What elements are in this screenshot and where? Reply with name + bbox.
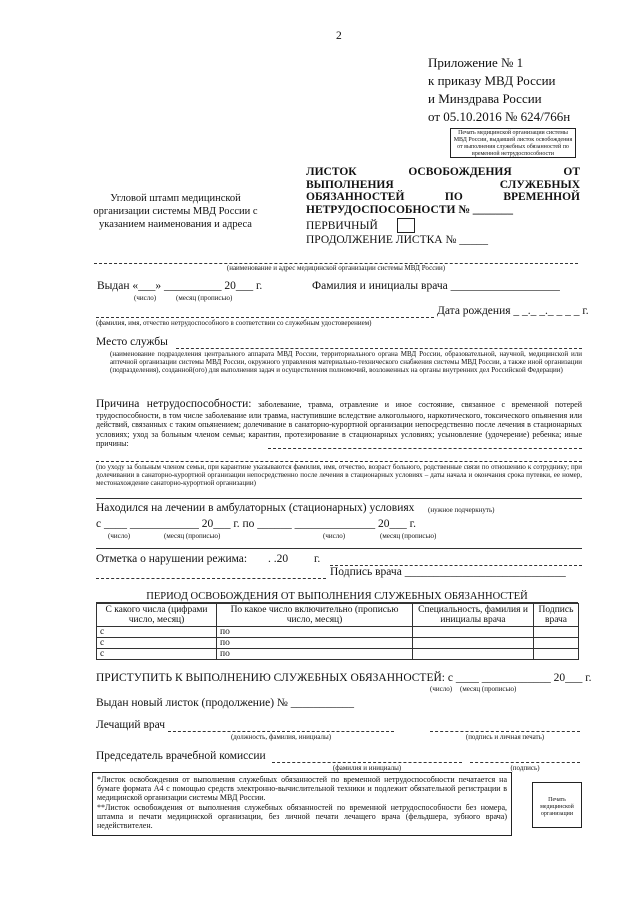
primary-label: ПЕРВИЧНЫЙ	[306, 220, 378, 232]
doctor-cell[interactable]	[413, 638, 534, 649]
table-row	[97, 649, 579, 660]
separator-line	[96, 548, 582, 549]
treatment-month-caption-1: (месяц (прописью)	[164, 532, 221, 540]
signature-cell[interactable]	[534, 627, 579, 638]
signature-cell[interactable]	[534, 638, 579, 649]
signature-cell[interactable]	[534, 649, 579, 660]
table-row	[97, 638, 579, 649]
chair-name-line[interactable]	[272, 762, 462, 763]
footnote-2: **Листок освобождения от выполнения служебных обязанностей по временной нетрудоспособности без номера, штампа и печати медицинской организации, без личной печати лечащего врача (фельдшера, зубного врача) недействителен.	[97, 802, 507, 830]
title-line-3: ОБЯЗАННОСТЕЙ ПО ВРЕМЕННОЙ	[306, 191, 580, 203]
workplace-line[interactable]	[176, 348, 582, 349]
new-sheet-label: Выдан новый листок (продолжение) № ___________	[96, 697, 355, 709]
appendix-header	[428, 54, 570, 126]
table-row	[97, 627, 579, 638]
violation-year-suffix: г.	[314, 553, 321, 565]
period-table-wrap	[96, 591, 578, 660]
treatment-day-caption-1: (число)	[108, 532, 131, 540]
header-to: По какое число включительно (прописью число, месяц)	[217, 604, 413, 627]
chair-name-caption: (фамилия и инициалы)	[332, 764, 402, 772]
resume-month-caption: (месяц (прописью)	[460, 685, 517, 693]
doctor-cell[interactable]	[413, 649, 534, 660]
footnotes-box	[92, 772, 512, 836]
footnote-1: *Листок освобождения от выполнения служебных обязанностей по временной нетрудоспособности печатается на бумаге формата А4 с помощью средств электронно-вычислительной техники и подлежит обязательной регистрации в медицинской организации системы МВД России.	[97, 775, 507, 803]
treatment-label: Находился на лечении в амбулаторных (стационарных) условиях	[96, 502, 415, 514]
separator-line	[96, 498, 582, 499]
birth-date-label: Дата рождения _ _._ _._ _ _ _ г.	[437, 305, 589, 317]
commission-chair-label: Председатель врачебной комиссии	[96, 750, 266, 762]
violation-line-2[interactable]	[96, 578, 326, 579]
continuation-label: ПРОДОЛЖЕНИЕ ЛИСТКА № _____	[306, 234, 489, 246]
period-table-title: ПЕРИОД ОСВОБОЖДЕНИЯ ОТ ВЫПОЛНЕНИЯ СЛУЖЕБНЫХ ОБЯЗАННОСТЕЙ	[96, 591, 578, 603]
appendix-line-1: Приложение № 1	[428, 55, 524, 70]
from-cell[interactable]: с	[97, 627, 217, 638]
doctor-name-line[interactable]	[168, 731, 394, 732]
title-line-1: ЛИСТОК ОСВОБОЖДЕНИЯ ОТ	[306, 166, 580, 178]
underline-note: (нужное подчеркнуть)	[428, 506, 495, 514]
issued-month-caption: (месяц (прописью)	[176, 294, 233, 302]
workplace-caption: (наименование подразделения центрального аппарата МВД России, территориального органа МВД России, образовательной, научной, медицинской или аптечной организации системы МВД России, окружного управления материально-технического снабжения системы МВД России, а также иной организации (подразделения), созданной(ого) для выполнения задач и осуществления полномочий, возложенных на органы внутренних дел Российской Федерации)	[110, 350, 582, 375]
workplace-label: Место службы	[96, 336, 168, 348]
print-note-box	[450, 128, 576, 158]
doctor-name-caption: (должность, фамилия, инициалы)	[230, 733, 332, 741]
header-doctor: Специальность, фамилия и инициалы врача	[413, 604, 534, 627]
appendix-line-2: к приказу МВД России	[428, 73, 556, 88]
treatment-day-caption-2: (число)	[323, 532, 346, 540]
doctor-sign-caption: (подпись и личная печать)	[465, 733, 545, 741]
patient-caption: (фамилия, имя, отчество нетрудоспособного в соответствии со служебным удостоверением)	[96, 319, 372, 327]
print-note-text: Печать медицинской организации системы МВД России, выдавшей листок освобождения от выполнения служебных обязанностей по временной нетрудоспособности	[453, 130, 573, 157]
doctor-signature-label: Подпись врача ____________________________	[330, 566, 566, 578]
attending-doctor-label: Лечащий врач	[96, 719, 166, 731]
issued-date-label: Выдан «___» __________ 20___ г.	[97, 280, 263, 292]
title-line-2: ВЫПОЛНЕНИЯ СЛУЖЕБНЫХ	[306, 178, 580, 191]
doctor-name-label: Фамилия и инициалы врача ___________________	[312, 280, 560, 292]
corner-stamp-label: Угловой штамп медицинской организации системы МВД России с указанием наименования и адреса	[93, 193, 258, 230]
chair-sign-caption: (подпись)	[510, 764, 540, 772]
patient-name-line[interactable]	[96, 317, 434, 318]
cause-note: (по уходу за больным членом семьи, при карантине указываются фамилия, имя, отчество, возраст больного, родственные связи по отношению к сотруднику; при долечивании в санаторно-курортной организации непосредственно после лечения в стационарных условиях – даты начала и окончания срока путевки, ее номер, местонахождение санаторно-курортной организации)	[96, 463, 582, 488]
page-number: 2	[336, 30, 342, 42]
header-signature: Подпись врача	[534, 604, 579, 627]
to-cell[interactable]: по	[217, 627, 413, 638]
chair-sign-line[interactable]	[470, 762, 580, 763]
violation-date: . .20	[268, 553, 289, 565]
from-cell[interactable]: с	[97, 638, 217, 649]
seal-box: Печать медицинской организации	[532, 782, 582, 828]
period-table	[96, 603, 579, 660]
cause-line-2[interactable]	[96, 461, 582, 462]
appendix-line-3: и Минздрава России	[428, 91, 542, 106]
period-table-header	[97, 604, 579, 627]
cause-line-1[interactable]	[268, 448, 582, 449]
form-title	[306, 166, 580, 216]
violation-label: Отметка о нарушении режима:	[96, 553, 248, 565]
doctor-sign-line[interactable]	[430, 731, 580, 732]
resume-day-caption: (число)	[430, 685, 453, 693]
to-cell[interactable]: по	[217, 649, 413, 660]
primary-checkbox[interactable]	[397, 218, 415, 233]
appendix-line-4: от 05.10.2016 № 624/766н	[428, 109, 571, 124]
treatment-month-caption-2: (месяц (прописью)	[380, 532, 437, 540]
title-line-4: НЕТРУДОСПОСОБНОСТИ № _______	[306, 203, 513, 216]
doctor-cell[interactable]	[413, 627, 534, 638]
cause-text: заболевание, травма, отравление и иное состояние, связанное с временной потерей трудоспособности, в том числе заболевание или травма, наступившие вследствие алкогольного, наркотического, токсического опьянения или действий, связанных с таким опьянением; долечивание в санаторно-курортной организации непосредственно после лечения в стационарных условиях; уход за больным членом семьи; карантин, протезирование в стационарных условиях; усыновление (удочерение) ребенка; иные причины:	[96, 400, 583, 448]
cause-block	[96, 398, 582, 448]
issued-day-caption: (число)	[134, 294, 157, 302]
resume-duty-label: ПРИСТУПИТЬ К ВЫПОЛНЕНИЮ СЛУЖЕБНЫХ ОБЯЗАННОСТЕЙ: с ____ ____________ 20___ г.	[96, 672, 592, 684]
cause-label: Причина нетрудоспособности:	[96, 398, 252, 410]
treatment-date-range: с ____ ____________ 20___ г. по ______ ______________ 20___ г.	[96, 518, 416, 530]
to-cell[interactable]: по	[217, 638, 413, 649]
header-from: С какого числа (цифрами число, месяц)	[97, 604, 217, 627]
org-caption: (наименование и адрес медицинской организации системы МВД России)	[226, 264, 446, 272]
from-cell[interactable]: с	[97, 649, 217, 660]
